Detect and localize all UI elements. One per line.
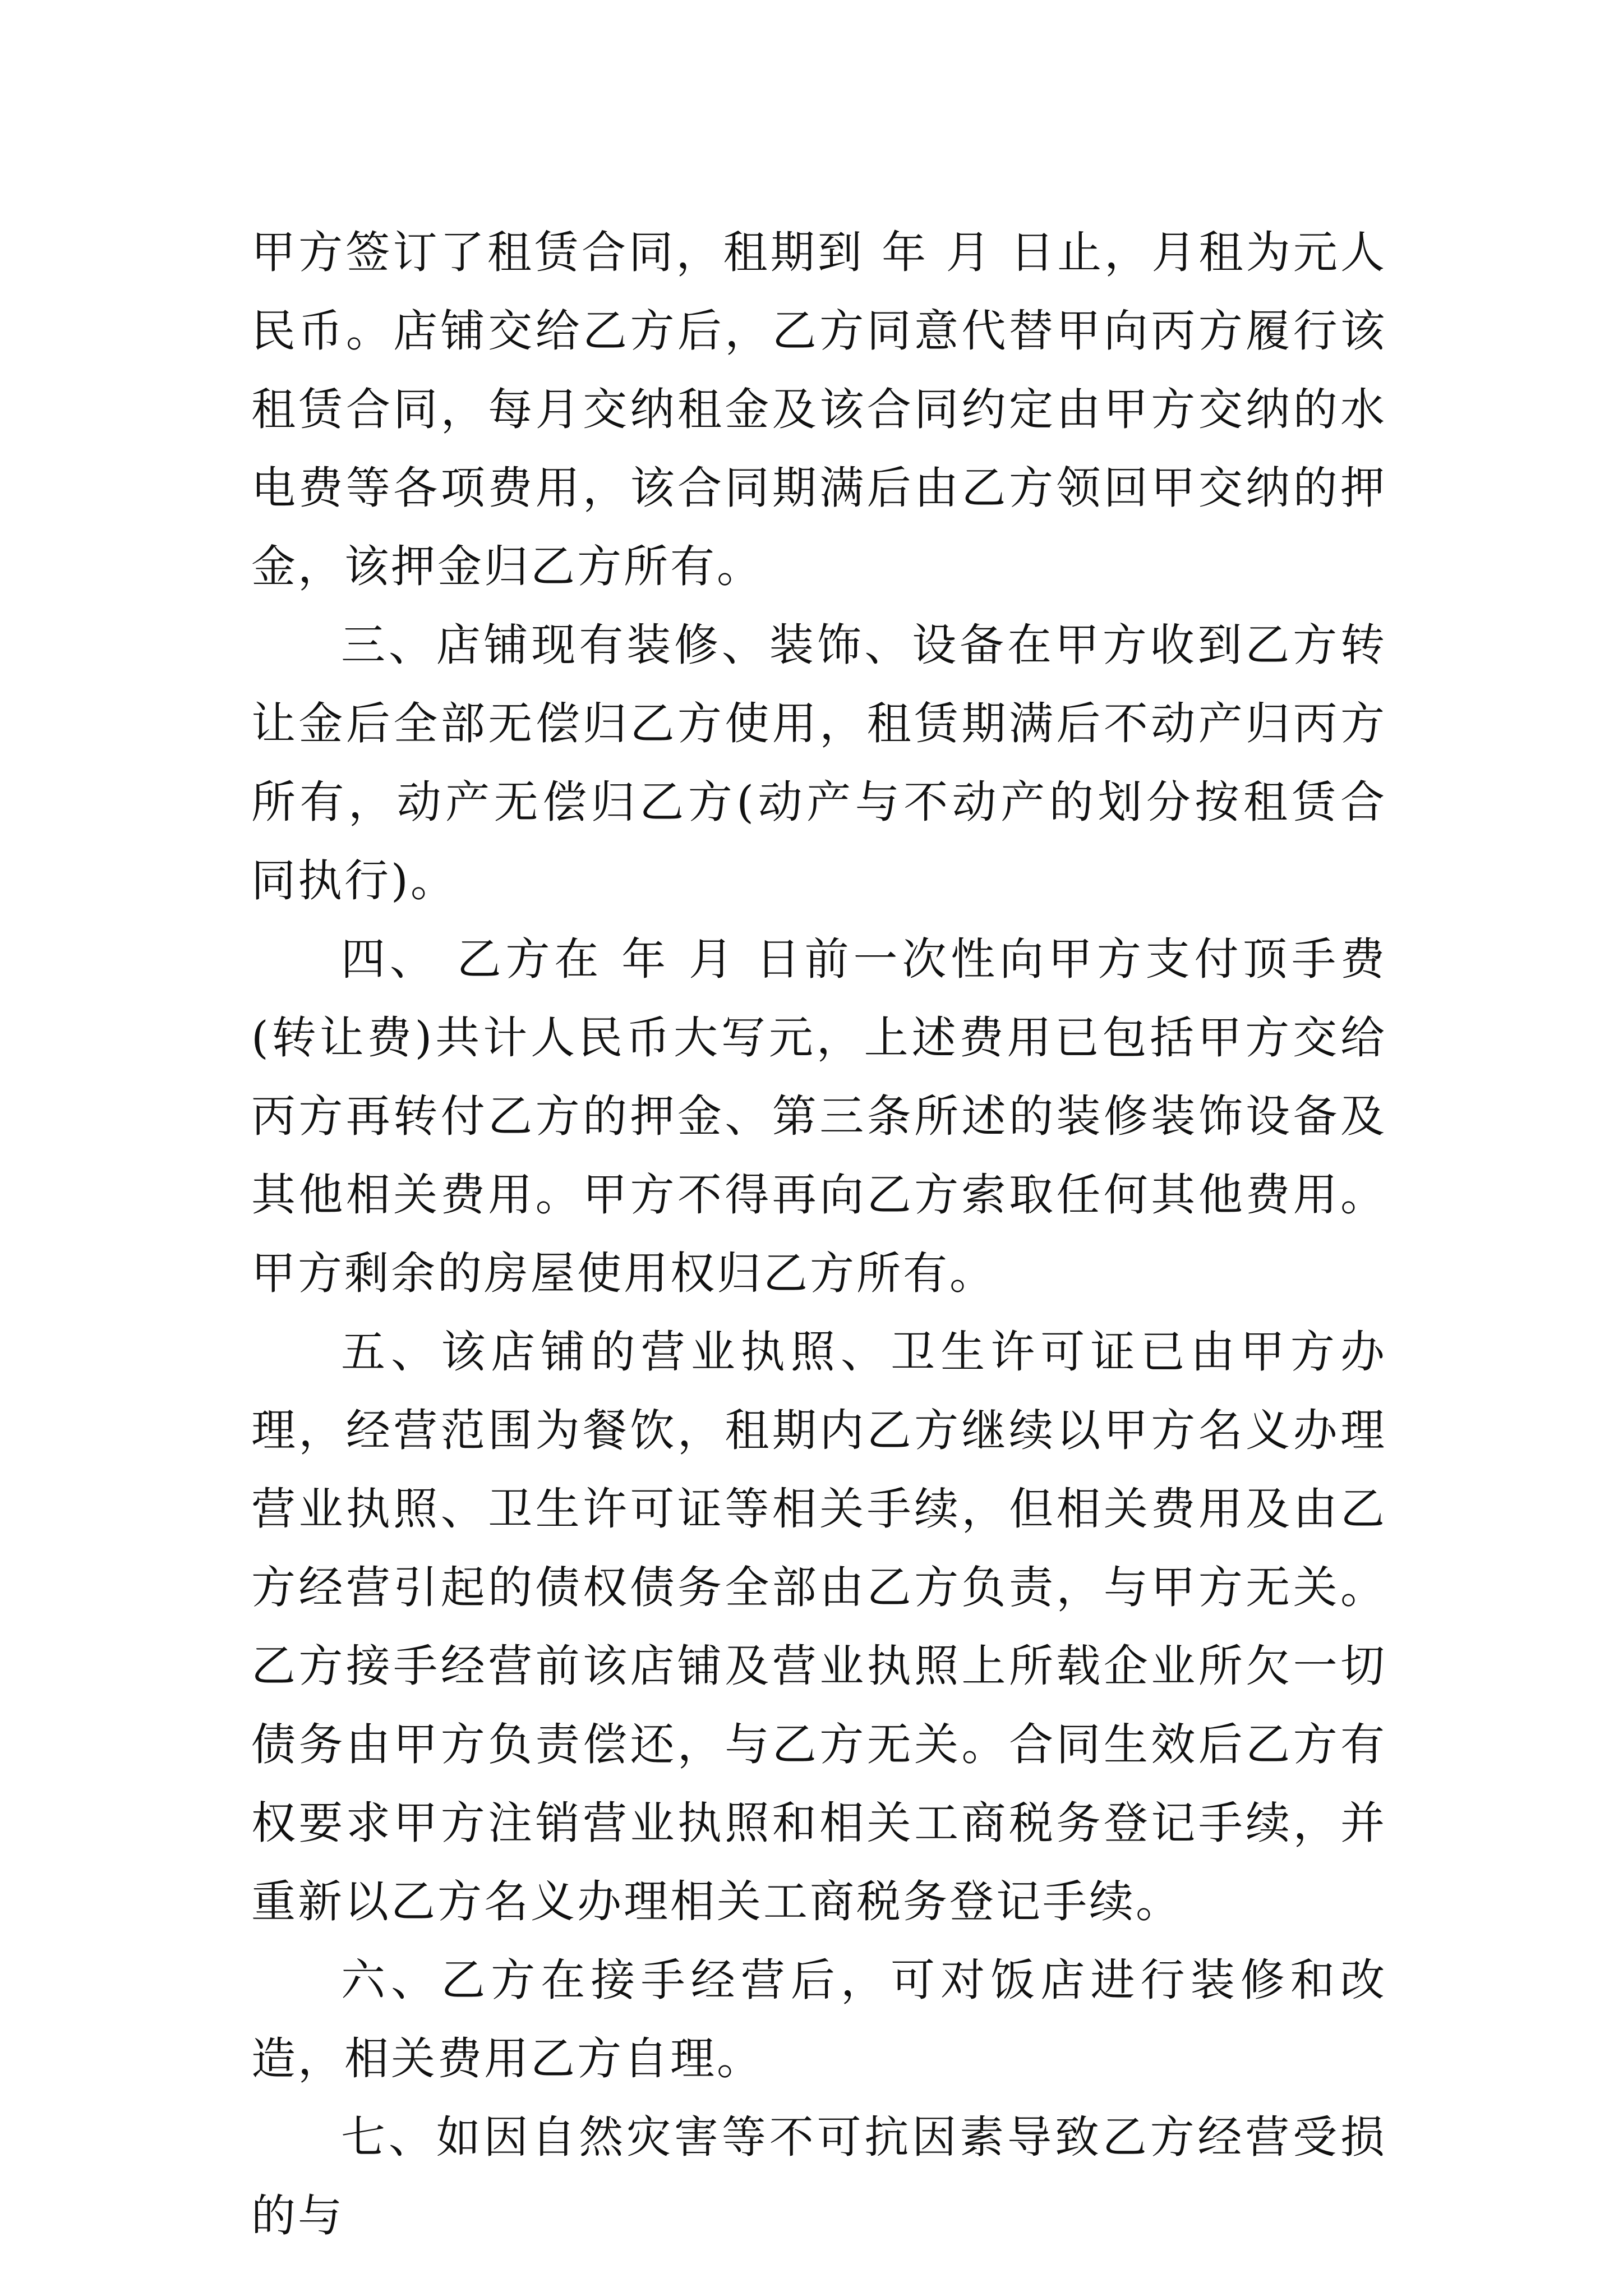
- paragraph-clause-7: 七、如因自然灾害等不可抗因素导致乙方经营受损的与: [251, 2111, 1387, 2242]
- paragraph-clause-6: 六、乙方在接手经营后，可对饭店进行装修和改造，相关费用乙方自理。: [251, 1954, 1387, 2085]
- paragraph-clause-5: 五、该店铺的营业执照、卫生许可证已由甲方办理，经营范围为餐饮，租期内乙方继续以甲方名义办理营业执照、卫生许可证等相关手续，但相关费用及由乙方经营引起的债权债务全部由乙方负责，与甲方无关。乙方接手经营前该店铺及营业执照上所载企业所欠一切债务由甲方负责偿还，与乙方无关。合同生效后乙方有权要求甲方注销营业执照和相关工商税务登记手续，并重新以乙方名义办理相关工商税务登记手续。: [251, 1326, 1387, 1927]
- paragraph-clause-4: 四、 乙方在 年 月 日前一次性向甲方支付顶手费(转让费)共计人民币大写元，上述费用已包括甲方交给丙方再转付乙方的押金、第三条所述的装修装饰设备及其他相关费用。甲方不得再向乙方索取任何其他费用。甲方剩余的房屋使用权归乙方所有。: [251, 933, 1387, 1299]
- paragraph-clause-3: 三、店铺现有装修、装饰、设备在甲方收到乙方转让金后全部无偿归乙方使用，租赁期满后不动产归丙方所有，动产无偿归乙方(动产与不动产的划分按租赁合同执行)。: [251, 619, 1387, 907]
- paragraph-continuation: 甲方签订了租赁合同，租期到 年 月 日止，月租为元人民币。店铺交给乙方后，乙方同意代替甲向丙方履行该租赁合同，每月交纳租金及该合同约定由甲方交纳的水电费等各项费用，该合同期满后由乙方领回甲交纳的押金，该押金归乙方所有。: [251, 227, 1387, 592]
- contract-text-body: [251, 213, 1387, 2255]
